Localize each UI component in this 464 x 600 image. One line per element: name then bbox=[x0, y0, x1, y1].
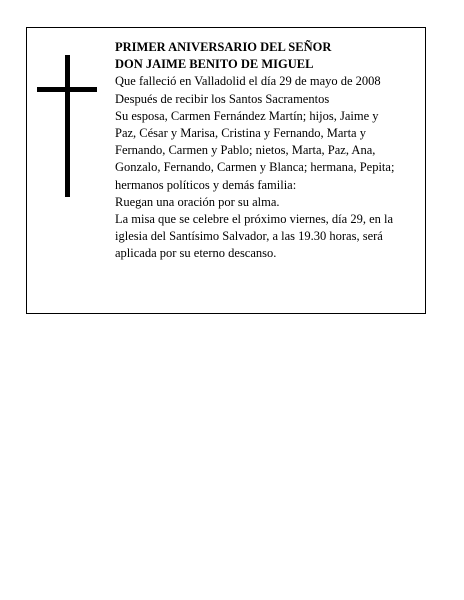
mass-paragraph bbox=[115, 211, 421, 263]
family-line: Gonzalo, Fernando, Carmen y Blanca; hermana, Pepita; bbox=[115, 160, 395, 175]
sacraments-line: Después de recibir los Santos Sacramentos bbox=[115, 91, 330, 106]
cross-vertical-bar bbox=[65, 55, 70, 197]
family-line: Paz, César y Marisa, Cristina y Fernando, Marta y bbox=[115, 126, 366, 141]
mass-line: La misa que se celebre el próximo viernes, día 29, en la bbox=[115, 212, 394, 227]
obituary-notice bbox=[26, 27, 426, 314]
prayer-line: Ruegan una oración por su alma. bbox=[115, 194, 280, 209]
notice-text bbox=[115, 39, 421, 263]
family-paragraph bbox=[115, 108, 421, 194]
mass-line: aplicada por su eterno descanso. bbox=[115, 246, 277, 261]
cross-horizontal-bar bbox=[37, 87, 97, 92]
death-line: Que falleció en Valladolid el día 29 de mayo de 2008 bbox=[115, 74, 381, 89]
family-line: hermanos políticos y demás familia: bbox=[115, 177, 297, 192]
heading-line-1: PRIMER ANIVERSARIO DEL SEÑOR bbox=[115, 40, 332, 54]
mass-line: iglesia del Santísimo Salvador, a las 19.30 horas, será bbox=[115, 229, 383, 244]
cross-icon bbox=[37, 55, 97, 197]
family-line: Su esposa, Carmen Fernández Martín; hijos, Jaime y bbox=[115, 108, 379, 123]
family-line: Fernando, Carmen y Pablo; nietos, Marta, Paz, Ana, bbox=[115, 143, 376, 158]
heading-line-2: DON JAIME BENITO DE MIGUEL bbox=[115, 57, 314, 72]
